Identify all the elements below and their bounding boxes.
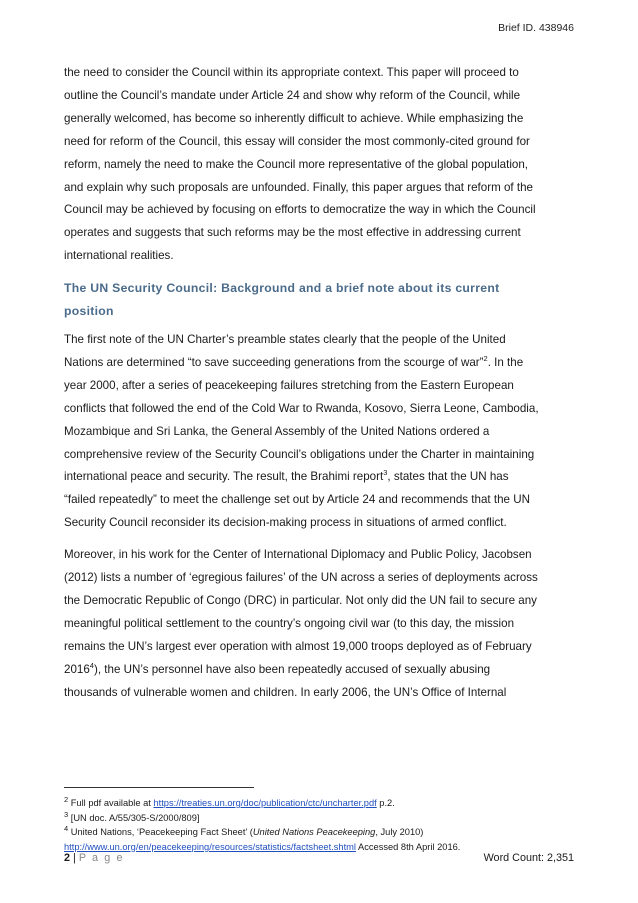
text-line: generally welcomed, has become so inherently difficult to achieve. While emphasizing the <box>64 111 524 125</box>
footnote-link[interactable]: http://www.un.org/en/peacekeeping/resources/statistics/factsheet.shtml <box>64 841 356 852</box>
text-fragment: Nations are determined “to save succeeding generations from the scourge of war” <box>64 355 484 369</box>
footnote-ref-4[interactable]: 4 <box>89 660 94 670</box>
text-line: Mozambique and Sri Lanka, the General Assembly of the United Nations ordered a <box>64 424 490 438</box>
text-line: remains the UN’s largest ever operation with almost 19,000 troops deployed as of February <box>64 639 532 653</box>
brief-id: Brief ID. 438946 <box>498 22 574 34</box>
text-line: The first note of the UN Charter’s preamble states clearly that the people of the United <box>64 332 506 346</box>
text-line: the Democratic Republic of Congo (DRC) in particular. Not only did the UN fail to secure any <box>64 593 537 607</box>
footnote-2 <box>64 796 579 811</box>
footnote-link[interactable]: https://treaties.un.org/doc/publication/ctc/uncharter.pdf <box>153 798 377 808</box>
intro-paragraph <box>64 62 576 268</box>
text-line: and explain why such proposals are unfounded. Finally, this paper argues that reform of the <box>64 180 533 194</box>
page-label: P a g e <box>78 852 125 864</box>
text-line: operates and suggests that such reforms may be the most effective in addressing current <box>64 226 521 240</box>
footnote-number: 4 <box>64 824 69 834</box>
text-line: meaningful political settlement to the country’s ongoing civil war (to this day, the mission <box>64 616 515 630</box>
footnote-text: [UN doc. A/55/305-S/2000/809] <box>68 812 200 823</box>
text-line <box>64 466 576 489</box>
text-fragment: . In the <box>487 355 524 369</box>
text-line: Moreover, in his work for the Center of International Diplomacy and Public Policy, Jacobsen <box>64 548 532 562</box>
heading-line: The UN Security Council: Background and a brief note about its current <box>64 281 500 296</box>
text-line: international realities. <box>64 249 174 263</box>
footnote-text: United Nations, ‘Peacekeeping Fact Sheet’ ( <box>68 827 253 838</box>
text-fragment: , states that the UN has <box>387 470 509 484</box>
text-line: conflicts that followed the end of the Cold War to Rwanda, Kosovo, Sierra Leone, Cambodia, <box>64 401 539 415</box>
text-line: comprehensive review of the Security Council’s obligations under the Charter in maintaining <box>64 447 535 461</box>
page-number: 2 <box>64 852 71 864</box>
footnote-number: 3 <box>64 809 69 819</box>
text-line: (2012) lists a number of ‘egregious failures’ of the UN across a series of deployments across <box>64 571 538 585</box>
text-line: the need to consider the Council within its appropriate context. This paper will proceed to <box>64 66 519 79</box>
text-fragment: ), the UN’s personnel have also been repeatedly accused of sexually abusing <box>93 662 491 676</box>
footnote-3 <box>64 811 579 826</box>
text-line <box>64 352 576 375</box>
footnote-ref-3[interactable]: 3 <box>383 468 388 478</box>
footnote-italic: United Nations Peacekeeping <box>252 827 376 838</box>
paragraph-preamble <box>64 329 576 535</box>
text-line: thousands of vulnerable women and children. In early 2006, the UN’s Office of Internal <box>64 685 507 699</box>
footnote-divider <box>64 787 254 788</box>
text-fragment: 2016 <box>64 662 90 676</box>
word-count: Word Count: 2,351 <box>483 852 574 864</box>
footnote-number: 2 <box>64 794 69 804</box>
text-line: need for reform of the Council, this essay will consider the most commonly-cited ground for <box>64 134 530 148</box>
footnote-ref-2[interactable]: 2 <box>483 354 488 364</box>
text-line: year 2000, after a series of peacekeeping failures stretching from the Eastern European <box>64 378 514 392</box>
paragraph-jacobsen <box>64 544 576 704</box>
text-line: reform, namely the need to make the Council more representative of the global population, <box>64 157 529 171</box>
footnote-text: Accessed 8th April 2016. <box>355 841 461 852</box>
text-line: Security Council reconsider its decision-making process in situations of armed conflict. <box>64 516 507 530</box>
footnotes <box>64 796 579 854</box>
footnote-text: Full pdf available at <box>68 798 154 808</box>
footer-separator: | <box>70 852 79 864</box>
footnote-4 <box>64 825 579 840</box>
text-line: “failed repeatedly” to meet the challenge set out by Article 24 and recommends that the UN <box>64 493 530 507</box>
section-heading <box>64 277 576 323</box>
text-fragment: international peace and security. The result, the Brahimi report <box>64 470 384 484</box>
document-body <box>64 62 576 713</box>
text-line: outline the Council’s mandate under Article 24 and show why reform of the Council, while <box>64 88 521 102</box>
footnote-text: p.2. <box>376 798 395 808</box>
footnote-text: , July 2010) <box>375 827 424 838</box>
page-footer <box>64 852 574 864</box>
text-line: Council may be achieved by focusing on efforts to democratize the way in which the Council <box>64 203 536 217</box>
heading-line: position <box>64 304 114 319</box>
text-line <box>64 659 576 682</box>
